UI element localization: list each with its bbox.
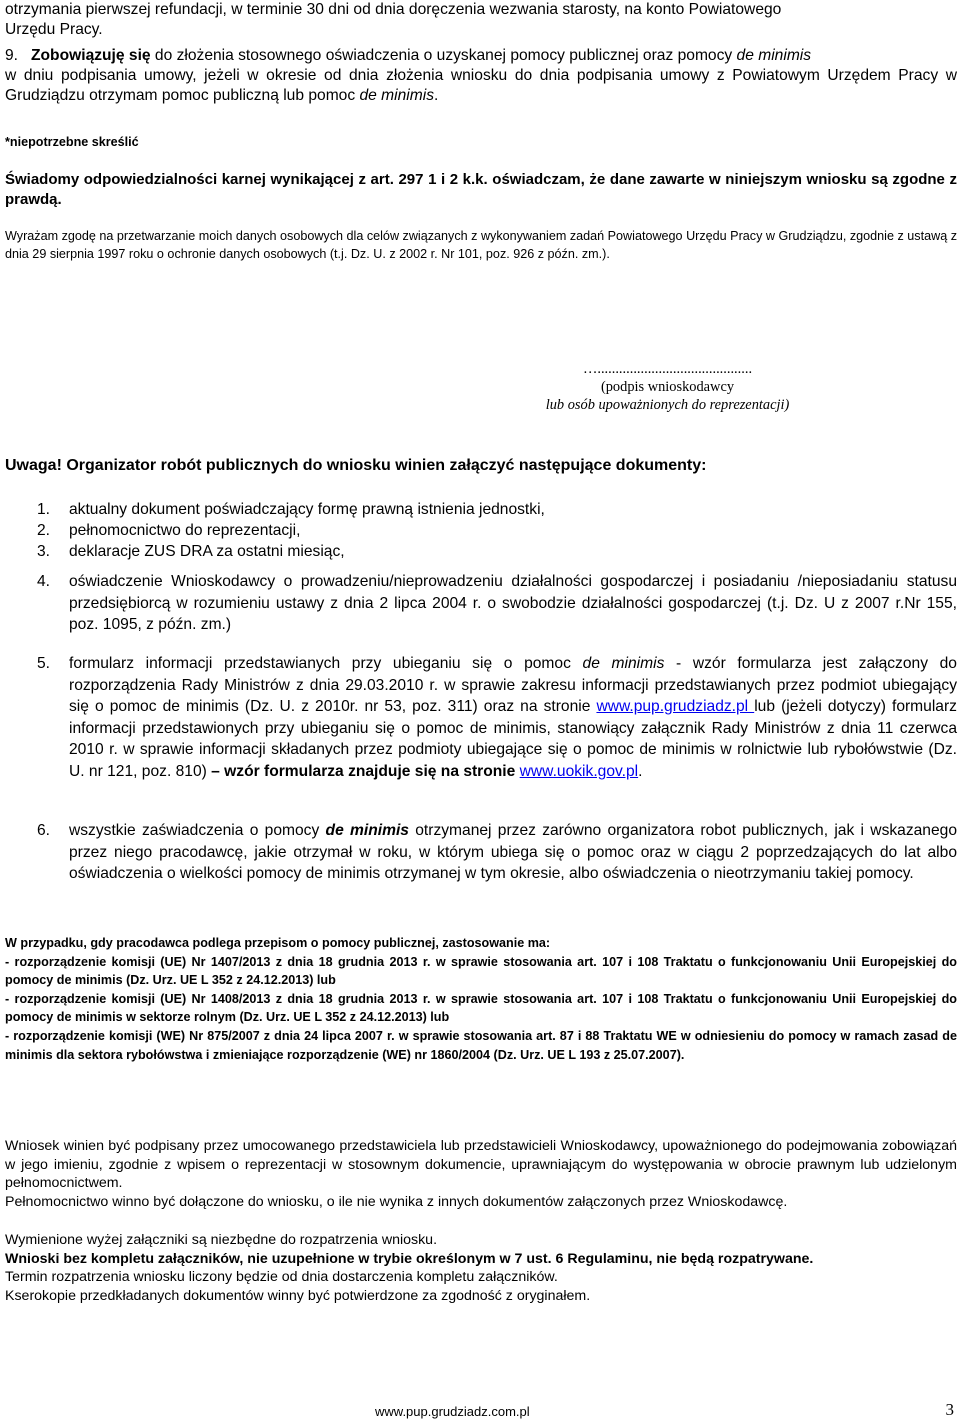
attachment-number: 4.: [37, 573, 51, 590]
attachment-item: [5, 571, 957, 636]
continuation-line-2: Urzędu Pracy.: [5, 21, 103, 38]
warning-heading: [5, 456, 957, 476]
attachment-item: [5, 541, 957, 563]
regulation-3: - rozporządzenie komisji (WE) Nr 875/2007 z dnia 24 lipca 2007 r. w sprawie stosowania art. 87 i 88 Traktatu WE w odniesieniu do pomocy w ramach zasad de minimis dla sektora rybołówstwa i zmieniające rozporządzenie (WE) nr 1860/2004 (Dz. Urz. UE L 193 z 25.07.2007).: [5, 1028, 957, 1062]
item-9-text3: .: [434, 87, 439, 104]
attachment-number: 5.: [37, 655, 51, 672]
footer-url: www.pup.grudziadz.com.pl: [375, 1404, 530, 1419]
attachment-text: aktualny dokument poświadczający formę prawną istnienia jednostki,: [69, 501, 545, 518]
declaration: Świadomy odpowiedzialności karnej wynikającej z art. 297 1 i 2 k.k. oświadczam, że dane zawarte w niniejszym wniosku są zgodne z prawdą.: [5, 171, 957, 208]
item-9-text: [31, 46, 957, 66]
item-9-number: 9.: [5, 47, 19, 64]
regulation-2: - rozporządzenie komisji (UE) Nr 1408/2013 z dnia 18 grudnia 2013 r. w sprawie stosowania art. 107 i 108 Traktatu o funkcjonowaniu Unii Europejskiej do pomocy de minimis w sektorze rolnym (Dz. Urz. UE L 352 z 24.12.2013) lub: [5, 991, 957, 1025]
strike-note: *niepotrzebne skreślić: [5, 135, 139, 149]
attachment-item-5: [5, 653, 957, 782]
item-6-text1: wszystkie zaświadczenia o pomocy: [69, 822, 326, 839]
item-5-text1: formularz informacji przedstawianych przy ubieganiu się o pomoc: [69, 655, 583, 672]
item-9-continuation: [5, 66, 957, 106]
regulation-1: - rozporządzenie komisji (UE) Nr 1407/2013 z dnia 18 grudnia 2013 r. w sprawie stosowania art. 107 i 108 Traktatu o funkcjonowaniu Unii Europejskiej do pomocy de minimis (Dz. Urz. UE L 352 z 24.12.2013) lub: [5, 954, 957, 988]
signature-dots: …...........................................: [582, 361, 753, 377]
page-number: 3: [945, 1400, 954, 1419]
data-consent: Wyrażam zgodę na przetwarzanie moich danych osobowych dla celów związanych z wykonywaniem zadań Powiatowego Urzędu Pracy w Grudziądzu, zgodnie z ustawą z dnia 29 sierpnia 1997 roku o ochronie danych osobowych (t.j. Dz. U. z 2002 r. Nr 101, poz. 926 z późn. zm.).: [5, 229, 957, 261]
item-5-text2: - wzór formularza jest załączony do rozporządzenia Rady Ministrów z dnia 29.03.2010 r. w sprawie zakresu informacji przedstawianych przez podmiot ubiegający się o pomoc de minimis (Dz. U. z 2010r. nr 53, poz. 311) oraz na stronie: [69, 655, 957, 715]
attachment-item: [5, 499, 957, 521]
item-5-italic: de minimis: [582, 655, 665, 672]
signing-paragraph-1: Wniosek winien być podpisany przez umocowanego przedstawiciela lub przedstawicieli Wnioskodawcy, upoważnionego do podejmowania zobowiązań w jego imieniu, zgodnie z wpisem o reprezentacji w stosownym dokumencie, uprawniającym do występowania w obrocie prawnym lub udzielonym pełnomocnictwem.: [5, 1138, 957, 1192]
attachment-text: oświadczenie Wnioskodawcy o prowadzeniu/nieprowadzeniu działalności gospodarczej i posiadaniu /nieposiadaniu statusu przedsiębiorcą w rozumieniu ustawy z dnia 2 lipca 2004 r. o swobodzie działalności gospodarczej (t.j. Dz. U z 2007 r.Nr 155, poz. 1095, z późn. zm.): [69, 573, 957, 633]
warning-text: Organizator robót publicznych do wniosku winien załączyć następujące dokumenty:: [61, 457, 707, 474]
item-9-bold-start: Zobowiązuję się: [31, 47, 151, 64]
item-9: [5, 46, 957, 106]
signing-paragraph-2: Pełnomocnictwo winno być dołączone do wniosku, o ile nie wynika z innych dokumentów załączonych przez Wnioskodawcę.: [5, 1193, 788, 1210]
closing-paragraph-3: Termin rozpatrzenia wniosku liczony będzie od dnia dostarczenia kompletu załączników.: [5, 1269, 558, 1286]
signing-block: [5, 1137, 957, 1211]
attachment-number: 3.: [37, 543, 51, 560]
item-9-text2: w dniu podpisania umowy, jeżeli w okresie od dnia złożenia wniosku do dnia podpisania umowy z Powiatowym Urzędem Pracy w Grudziądzu otrzymam pomoc publiczną lub pomoc: [5, 67, 957, 104]
item-5-text3: lub (jeżeli dotyczy) formularz informacji przedstawionych przy ubieganiu się o pomoc de minimis, stanowiący załącznik Rady Ministrów z dnia 11 czerwca 2010 r. w sprawie informacji składanych przez podmioty ubiegające się o pomoc de minimis w rolnictwie lub rybołówstwie (Dz. U. nr 121, poz. 810): [69, 698, 957, 780]
signature-block: [520, 360, 815, 414]
uokik-website-link[interactable]: www.uokik.gov.pl: [519, 762, 639, 780]
attachment-text: deklaracje ZUS DRA za ostatni miesiąc,: [69, 543, 345, 560]
attachment-text: [69, 653, 957, 782]
closing-paragraph-4: Kserokopie przedkładanych dokumentów winny być potwierdzone za zgodność z oryginałem.: [5, 1287, 591, 1304]
closing-paragraph-2: Wnioski bez kompletu załączników, nie uzupełnione w trybie określonym w 7 ust. 6 Regulaminu, nie będą rozpatrywane.: [5, 1250, 814, 1267]
closing-block: [5, 1231, 957, 1305]
item-5-text5: .: [638, 762, 643, 780]
attachment-text: [69, 820, 957, 885]
regulations-intro: W przypadku, gdy pracodawca podlega przepisom o pomocy publicznej, zastosowanie ma:: [5, 936, 551, 950]
item-6-bold-italic: de minimis: [325, 822, 409, 839]
continuation-text: [5, 0, 957, 40]
item-9-italic2: de minimis: [359, 87, 435, 104]
item-6-text2: otrzymanej przez zarówno organizatora robot publicznych, jak i wskazanego przez niego pracodawcę, jakie otrzymał w roku, w którym ubiega się o pomoc oraz w ciągu 2 poprzedzających do lat albo oświadczenia o wielkości pomocy de minimis otrzymanej w tym okresie, albo oświadczenia o nieotrzymaniu takiej pomocy.: [69, 822, 957, 882]
warning-uwaga: Uwaga!: [5, 457, 62, 474]
attachment-number: 1.: [37, 501, 51, 518]
attachment-item-6: [5, 820, 957, 885]
signature-caption-2: lub osób upoważnionych do reprezentacji): [545, 397, 790, 413]
item-5-bold: – wzór formularza znajduje się na stronie: [211, 762, 516, 780]
item-9-italic1: de minimis: [736, 47, 812, 64]
regulations-block: [5, 934, 957, 1064]
attachment-number: 2.: [37, 522, 51, 539]
signature-caption: (podpis wnioskodawcy: [600, 379, 735, 395]
pup-website-link[interactable]: www.pup.grudziadz.pl: [596, 698, 755, 715]
closing-paragraph-1: Wymienione wyżej załączniki są niezbędne do rozpatrzenia wniosku.: [5, 1232, 438, 1248]
item-9-text1: do złożenia stosownego oświadczenia o uzyskanej pomocy publicznej oraz pomocy: [150, 47, 737, 64]
attachment-text: pełnomocnictwo do reprezentacji,: [69, 522, 301, 539]
attachment-item: [5, 520, 957, 542]
continuation-line-1: otrzymania pierwszej refundacji, w terminie 30 dni od dnia doręczenia wezwania starosty, na konto Powiatowego: [5, 1, 782, 18]
attachment-number: 6.: [37, 822, 51, 839]
